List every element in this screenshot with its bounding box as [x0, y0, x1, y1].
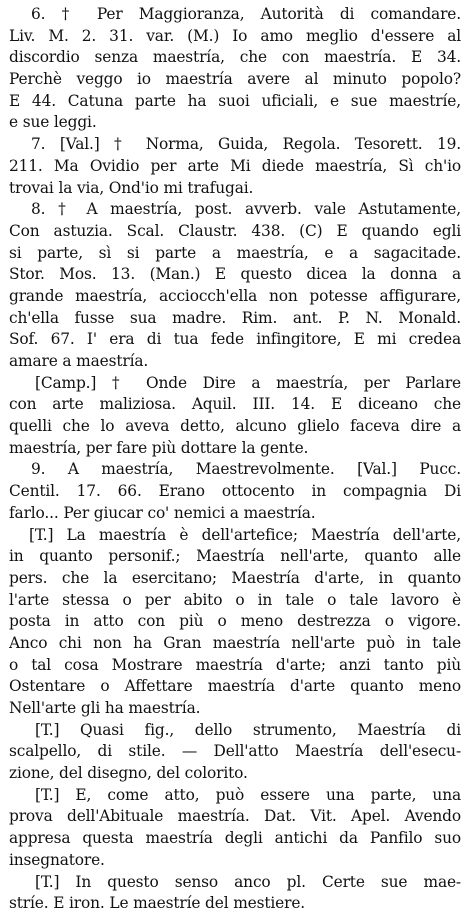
- text-line: appresa questa maestría degli antichi da Panfilo suo: [9, 829, 461, 848]
- text-line: con arte maliziosa. Aquil. III. 14. E diceano che: [9, 395, 461, 414]
- text-line: [T.] E, come atto, può essere una parte, una: [35, 785, 461, 804]
- text-line: [T.] Quasi fig., dello strumento, Maestría di: [35, 720, 461, 739]
- text-line: Nell'arte gli ha maestría.: [9, 699, 201, 717]
- text-line: amare a maestría.: [9, 352, 149, 370]
- text-line: grande maestría, acciocch'ella non potesse affigurare,: [9, 286, 461, 305]
- text-line: E 44. Catuna parte ha suoi uficiali, e sue maestríe,: [9, 91, 461, 110]
- text-line: [T.] La maestría è dell'artefice; Maestría dell'arte,: [29, 525, 461, 544]
- text-line: stríe. E iron. Le maestríe del mestiere.: [9, 894, 306, 913]
- text-line: quelli che lo aveva detto, alcuno glielo faceva dire a: [9, 417, 461, 436]
- text-line: ch'ella fusse sua madre. Rim. ant. P. N. Monald.: [9, 308, 461, 327]
- text-line: scalpello, di stile. — Dell'atto Maestría dell'esecu-: [9, 742, 461, 761]
- text-line: Anco chi non ha Gran maestría nell'arte può in tale: [9, 633, 461, 652]
- text-line: Sof. 67. I' era di tua fede infingitore, E mi credea: [9, 330, 461, 349]
- text-line: zione, del disegno, del colorito.: [9, 764, 248, 783]
- text-line: Liv. M. 2. 31. var. (M.) Io amo meglio d'essere al: [9, 26, 461, 45]
- text-line: discordio senza maestría, che con maestría. E 34.: [9, 48, 461, 67]
- text-line: Centil. 17. 66. Erano ottocento in compagnia Di: [9, 482, 461, 501]
- text-line: maestría, per fare più dottare la gente.: [9, 438, 309, 457]
- text-line: Stor. Mos. 13. (Man.) E questo dicea la donna a: [9, 265, 461, 284]
- text-line: [Camp.] † Onde Dire a maestría, per Parlare: [35, 373, 461, 392]
- text-line: o tal cosa Mostrare maestría d'arte; anzi tanto più: [9, 655, 461, 674]
- text-line: 9. A maestría, Maestrevolmente. [Val.] Pucc.: [31, 460, 461, 479]
- text-line: in quanto personif.; Maestría nell'arte, quanto alle: [9, 547, 461, 566]
- text-line: Con astuzia. Scal. Claustr. 438. (C) E quando egli: [9, 221, 461, 240]
- text-line: Ostentare o Affettare maestría d'arte quanto meno: [9, 677, 461, 696]
- text-line: trovai la via, Ond'io mi trafugai.: [9, 178, 254, 197]
- text-line: pers. che la esercitano; Maestría d'arte, in quanto: [9, 568, 461, 587]
- text-line: insegnatore.: [9, 850, 105, 869]
- text-line: posta in atto con più o meno destrezza o vigore.: [9, 612, 461, 631]
- text-line: 211. Ma Ovidio per arte Mi diede maestría, Sì ch'io: [9, 156, 461, 175]
- text-line: e sue leggi.: [9, 113, 97, 132]
- text-line: Perchè veggo io maestría avere al minuto popolo?: [9, 70, 461, 89]
- text-line: prova dell'Abituale maestría. Dat. Vit. Apel. Avendo: [9, 807, 461, 826]
- text-line: 7. [Val.] † Norma, Guida, Regola. Tesorett. 19.: [31, 135, 461, 154]
- text-line: si parte, sì si parte a maestría, e a sagacitade.: [9, 243, 461, 262]
- text-line: l'arte stessa o per abito o in tale o tale lavoro è: [9, 590, 461, 609]
- text-line: 8. † A maestría, post. avverb. vale Astutamente,: [31, 200, 461, 219]
- text-line: [T.] In questo senso anco pl. Certe sue mae-: [35, 872, 461, 891]
- text-line: farlo... Per giucar co' nemici a maestría.: [9, 503, 316, 522]
- text-line: 6. † Per Maggioranza, Autorità di comandare.: [31, 5, 461, 23]
